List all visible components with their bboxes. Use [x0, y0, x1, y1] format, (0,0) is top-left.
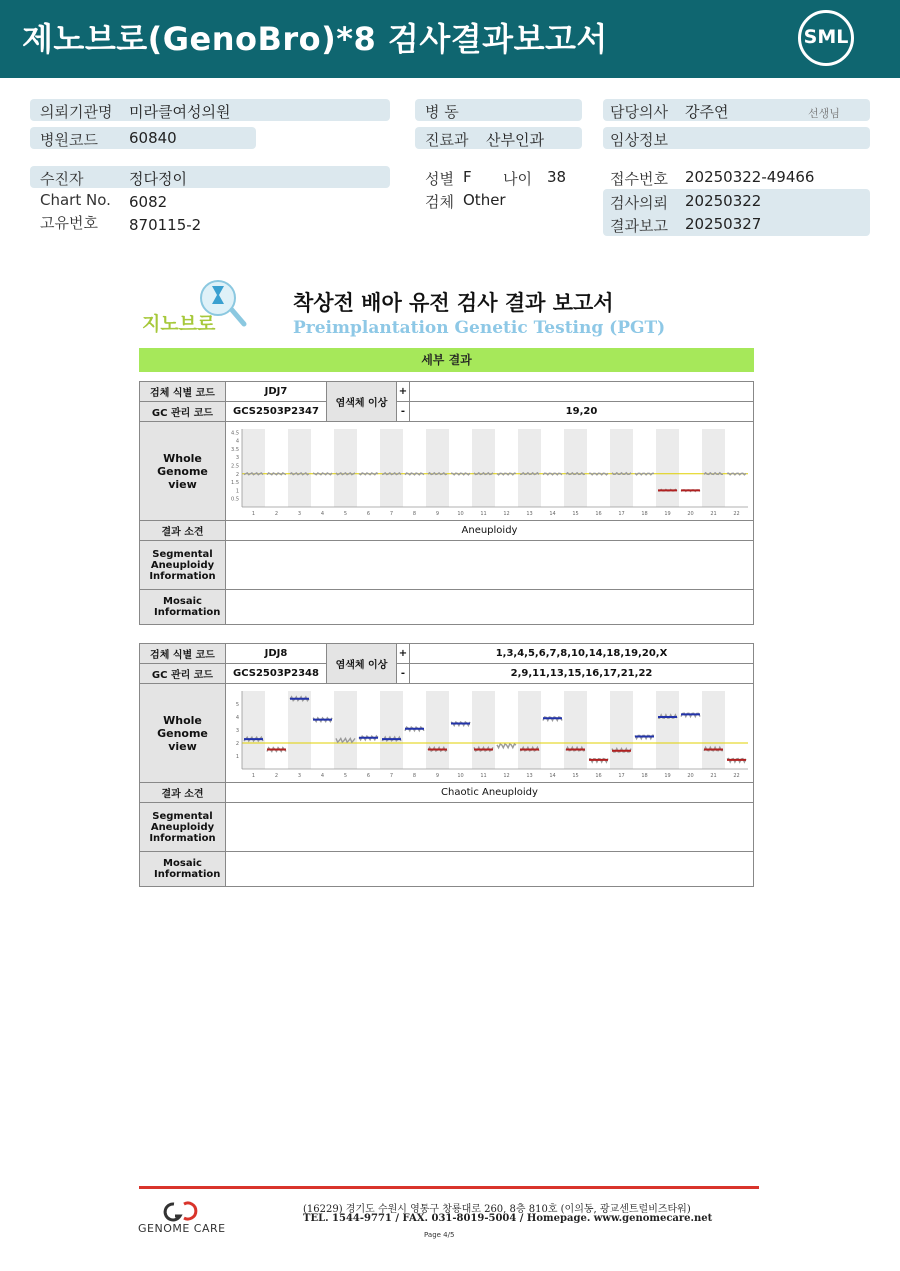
chrom-band [564, 691, 587, 769]
chrom-band [702, 429, 725, 507]
footer-address: (16229) 경기도 수원시 영통구 창룡대로 260, 8층 810호 (이의동, 광교센트럴비즈타워) [303, 1204, 691, 1215]
specimen-label: 검체 [425, 193, 454, 211]
data-points [359, 473, 378, 475]
x-tick-label: 19 [664, 772, 671, 779]
data-points [313, 473, 332, 475]
x-tick-label: 14 [549, 510, 556, 517]
x-tick-label: 13 [526, 510, 533, 517]
footer-line [139, 1186, 759, 1189]
x-tick-label: 1 [251, 510, 256, 517]
chrom-band [288, 691, 311, 769]
chrom-band [610, 691, 633, 769]
id-value: 870115-2 [129, 216, 202, 234]
x-tick-label: 15 [572, 510, 579, 517]
receipt-label: 접수번호 [610, 170, 668, 188]
chrom-band [288, 429, 311, 507]
x-tick-label: 1 [251, 772, 256, 779]
x-tick-label: 12 [503, 510, 510, 517]
report-subheading: Preimplantation Genetic Testing (PGT) [293, 318, 666, 338]
gain-sign: + [397, 382, 410, 402]
gain-value [410, 382, 754, 402]
doctor-value: 강주연 [685, 103, 729, 121]
x-tick-label: 18 [641, 510, 648, 517]
loss-value: 2,9,11,13,15,16,17,21,22 [410, 664, 754, 684]
result-label: 결과보고 [610, 217, 668, 235]
chrom-band [334, 429, 357, 507]
age-label: 나이 [503, 170, 532, 188]
finding-value: Aneuploidy [226, 521, 754, 541]
x-tick-label: 8 [412, 772, 417, 779]
chart-label: Chart No. [40, 191, 111, 209]
sample-table-2 [139, 643, 754, 887]
y-tick-label: 5 [235, 701, 239, 708]
sample-table-1 [139, 381, 754, 625]
doctor-suffix: 선생님 [808, 107, 840, 120]
chrom-band [242, 691, 265, 769]
ward-label: 병 동 [425, 103, 459, 121]
x-tick-label: 21 [710, 510, 717, 517]
x-tick-label: 2 [274, 510, 279, 517]
specimen-code-value: JDJ7 [226, 382, 327, 402]
x-tick-label: 10 [457, 510, 464, 517]
wgv-label: Whole Genome view [140, 684, 226, 783]
chart-value: 6082 [129, 193, 168, 211]
wgv-cell [226, 422, 754, 521]
x-tick-label: 22 [733, 772, 740, 779]
y-tick-label: 4.5 [231, 429, 239, 436]
x-tick-label: 6 [366, 510, 371, 517]
x-tick-label: 11 [480, 510, 487, 517]
company-name: GENOME CARE [138, 1222, 226, 1235]
x-tick-label: 6 [366, 772, 371, 779]
gain-sign: + [397, 644, 410, 664]
x-tick-label: 16 [595, 772, 602, 779]
mosaic-label: Mosaic Information [140, 590, 226, 625]
mosaic-value [226, 590, 754, 625]
genobro-logo [140, 278, 250, 338]
sml-logo-text: SML [803, 26, 849, 48]
y-tick-label: 3 [235, 727, 239, 734]
chrom-band [518, 429, 541, 507]
chrom-band [564, 429, 587, 507]
clinical-label: 임상정보 [610, 131, 668, 149]
x-tick-label: 16 [595, 510, 602, 517]
chrom-band [242, 429, 265, 507]
y-tick-label: 4 [235, 438, 239, 445]
finding-value: Chaotic Aneuploidy [226, 783, 754, 803]
segmental-value [226, 803, 754, 852]
y-tick-label: 2 [235, 471, 239, 478]
chrom-band [472, 429, 495, 507]
gc-code-value: GCS2503P2348 [226, 664, 327, 684]
code-label: 병원코드 [40, 131, 98, 149]
x-tick-label: 8 [412, 510, 417, 517]
id-label: 고유번호 [40, 214, 98, 232]
gc-code-value: GCS2503P2347 [226, 402, 327, 422]
y-tick-label: 2 [235, 740, 239, 747]
x-tick-label: 10 [457, 772, 464, 779]
x-tick-label: 20 [687, 510, 694, 517]
wgv-label: Whole Genome view [140, 422, 226, 521]
chrom-band [426, 691, 449, 769]
chrom-band [380, 429, 403, 507]
patient-pill [30, 166, 390, 188]
chrom-band [472, 691, 495, 769]
loss-sign: - [397, 402, 410, 422]
segmental-value [226, 541, 754, 590]
y-tick-label: 3.5 [231, 446, 239, 453]
doctor-label: 담당의사 [610, 103, 668, 121]
page-number: Page 4/5 [424, 1231, 455, 1239]
y-tick-label: 2.5 [231, 463, 239, 470]
chrom-band [380, 691, 403, 769]
mosaic-label: Mosaic Information [140, 852, 226, 887]
chrom-band [702, 691, 725, 769]
x-tick-label: 4 [320, 510, 325, 517]
y-tick-label: 1.5 [231, 479, 239, 486]
patient-value: 정다정이 [129, 170, 187, 188]
inst-label: 의뢰기관명 [40, 103, 113, 121]
patient-label: 수진자 [40, 170, 84, 188]
x-tick-label: 9 [435, 772, 440, 779]
finding-label: 결과 소견 [140, 521, 226, 541]
code-value: 60840 [129, 129, 177, 147]
y-tick-label: 1 [235, 753, 239, 760]
data-points [267, 472, 286, 474]
footer-contact: TEL. 1544-9771 / FAX. 031-8019-5004 / Homepage. www.genomecare.net [303, 1213, 713, 1224]
x-tick-label: 4 [320, 772, 325, 779]
specimen-code-label: 검체 식별 코드 [140, 644, 226, 664]
specimen-code-label: 검체 식별 코드 [140, 382, 226, 402]
dept-value: 산부인과 [486, 131, 544, 149]
specimen-value: Other [463, 191, 506, 209]
x-tick-label: 22 [733, 510, 740, 517]
x-tick-label: 15 [572, 772, 579, 779]
section-bar: 세부 결과 [139, 348, 754, 372]
chrom-abn-label: 염색체 이상 [327, 644, 397, 684]
y-tick-label: 1 [235, 487, 239, 494]
x-tick-label: 12 [503, 772, 510, 779]
receipt-value: 20250322-49466 [685, 168, 815, 186]
segmental-label: Segmental Aneuploidy Information [140, 541, 226, 590]
loss-value: 19,20 [410, 402, 754, 422]
x-tick-label: 2 [274, 772, 279, 779]
gc-code-label: GC 관리 코드 [140, 664, 226, 684]
gc-code-label: GC 관리 코드 [140, 402, 226, 422]
report-heading: 착상전 배아 유전 검사 결과 보고서 [293, 291, 614, 315]
x-tick-label: 3 [297, 510, 302, 517]
request-value: 20250322 [685, 192, 762, 210]
segmental-label: Segmental Aneuploidy Information [140, 803, 226, 852]
sml-logo [798, 10, 854, 66]
result-value: 20250327 [685, 215, 762, 233]
x-tick-label: 7 [389, 772, 394, 779]
mosaic-value [226, 852, 754, 887]
loss-sign: - [397, 664, 410, 684]
chrom-band [656, 691, 679, 769]
gain-value: 1,3,4,5,6,7,8,10,14,18,19,20,X [410, 644, 754, 664]
y-tick-label: 4 [235, 714, 239, 721]
dept-label: 진료과 [425, 131, 469, 149]
y-tick-label: 3 [235, 454, 239, 461]
chrom-band [518, 691, 541, 769]
data-points [635, 473, 654, 475]
whole-genome-plot [226, 423, 752, 520]
x-tick-label: 13 [526, 772, 533, 779]
x-tick-label: 17 [618, 772, 625, 779]
x-tick-label: 9 [435, 510, 440, 517]
x-tick-label: 5 [343, 772, 348, 779]
sex-value: F [463, 168, 472, 186]
x-tick-label: 14 [549, 772, 556, 779]
chrom-band [426, 429, 449, 507]
genobro-logo-text: 지노브로 [142, 313, 216, 335]
age-value: 38 [547, 168, 567, 186]
y-tick-label: 0.5 [231, 496, 239, 503]
request-label: 검사의뢰 [610, 194, 668, 212]
chrom-band [334, 691, 357, 769]
data-points [497, 744, 516, 748]
wgv-cell [226, 684, 754, 783]
chrom-band [656, 429, 679, 507]
x-tick-label: 11 [480, 772, 487, 779]
x-tick-label: 5 [343, 510, 348, 517]
chrom-abn-label: 염색체 이상 [327, 382, 397, 422]
x-tick-label: 3 [297, 772, 302, 779]
x-tick-label: 20 [687, 772, 694, 779]
x-tick-label: 7 [389, 510, 394, 517]
header-bar [0, 0, 900, 78]
chrom-band [610, 429, 633, 507]
x-tick-label: 18 [641, 772, 648, 779]
x-tick-label: 21 [710, 772, 717, 779]
specimen-code-value: JDJ8 [226, 644, 327, 664]
whole-genome-plot [226, 685, 752, 782]
x-tick-label: 19 [664, 510, 671, 517]
x-tick-label: 17 [618, 510, 625, 517]
sex-label: 성별 [425, 170, 454, 188]
inst-value: 미라클여성의원 [129, 103, 231, 121]
report-title: 제노브로(GenoBro)*8 검사결과보고서 [22, 20, 608, 58]
finding-label: 결과 소견 [140, 783, 226, 803]
